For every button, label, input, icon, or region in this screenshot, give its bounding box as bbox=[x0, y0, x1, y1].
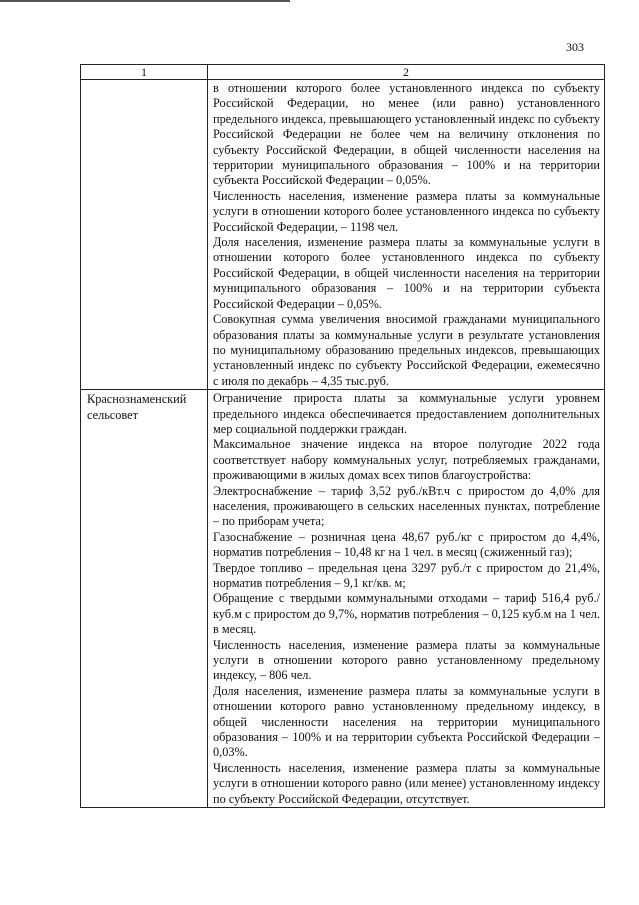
row-label-cell bbox=[81, 80, 208, 390]
table-row bbox=[81, 80, 605, 390]
paragraph: Доля населения, изменение размера платы за коммунальные услуги в отношении которого более установленного индекса по субъекту Российской Федерации, в общей численности населения на территории муниципального образования – 100% и на территории субъекта Российской Федерации – 0,05%. bbox=[213, 235, 600, 311]
page-number: 303 bbox=[566, 40, 584, 54]
paragraph: Численность населения, изменение размера платы за коммунальные услуги в отношении которого более установленного индекса по субъекту Российской Федерации, – 1198 чел. bbox=[213, 188, 600, 234]
paragraph: Численность населения, изменение размера платы за коммунальные услуги в отношении которого равно (или менее) установленному индексу по субъекту Российской Федерации, отсутствует. bbox=[213, 760, 600, 806]
paragraph: Твердое топливо – предельная цена 3297 руб./т с приростом до 21,4%, норматив потребления – 9,1 кг/кв. м; bbox=[213, 560, 600, 590]
scan-edge-mark bbox=[0, 0, 290, 2]
table-header-row bbox=[81, 65, 605, 80]
table-row bbox=[81, 390, 605, 808]
paragraph: Совокупная сумма увеличения вносимой гражданами муниципального образования платы за коммунальные услуги в результате установления по муниципальному образованию предельных индексов, превышающих установленный индекс по субъекту Российской Федерации, ежемесячно с июля по декабрь – 4,35 тыс.руб. bbox=[213, 312, 600, 388]
paragraph: Обращение с твердыми коммунальными отходами – тариф 516,4 руб./куб.м с приростом до 9,7%, норматив потребления – 0,125 куб.м на 1 чел. в месяц. bbox=[213, 591, 600, 637]
header-cell-1: 1 bbox=[81, 65, 208, 80]
paragraph: Доля населения, изменение размера платы за коммунальные услуги в отношении которого равно установленному предельному индексу, в общей численности населения на территории муниципального образования – 100% и на территории субъекта Российской Федерации – 0,03%. bbox=[213, 683, 600, 760]
paragraph: Электроснабжение – тариф 3,52 руб./кВт.ч с приростом до 4,0% для населения, проживающего в сельских населенных пунктах, потребление – по приборам учета; bbox=[213, 483, 600, 529]
row-label-cell: Краснознаменский сельсовет bbox=[81, 390, 208, 808]
paragraph: Ограничение прироста платы за коммунальные услуги уровнем предельного индекса обеспечивается предоставлением дополнительных мер социальной поддержки граждан. bbox=[213, 391, 600, 436]
paragraph: Газоснабжение – розничная цена 48,67 руб./кг с приростом до 4,4%, норматив потребления – 10,48 кг на 1 чел. в месяц (сжиженный газ); bbox=[213, 529, 600, 560]
row-content-cell bbox=[208, 80, 605, 390]
document-table bbox=[80, 64, 605, 808]
paragraph: Максимальное значение индекса на второе полугодие 2022 года соответствует набору коммунальных услуг, потребляемых гражданами, проживающими в жилых домах всех типов благоустройства: bbox=[213, 437, 600, 483]
paragraph: Численность населения, изменение размера платы за коммунальные услуги в отношении которого равно установленному предельному индексу, – 806 чел. bbox=[213, 637, 600, 683]
row-content-cell bbox=[208, 390, 605, 808]
header-cell-2: 2 bbox=[208, 65, 605, 80]
paragraph: в отношении которого более установленного индекса по субъекту Российской Федерации, но менее (или равно) установленного предельного индекса, превышающего установленный индекс по субъекту Российской Федерации не более чем на величину отклонения по субъекту Российской Федерации, в общей численности населения на территории муниципального образования – 100% и на территории субъекта Российской Федерации – 0,05%. bbox=[213, 81, 600, 188]
